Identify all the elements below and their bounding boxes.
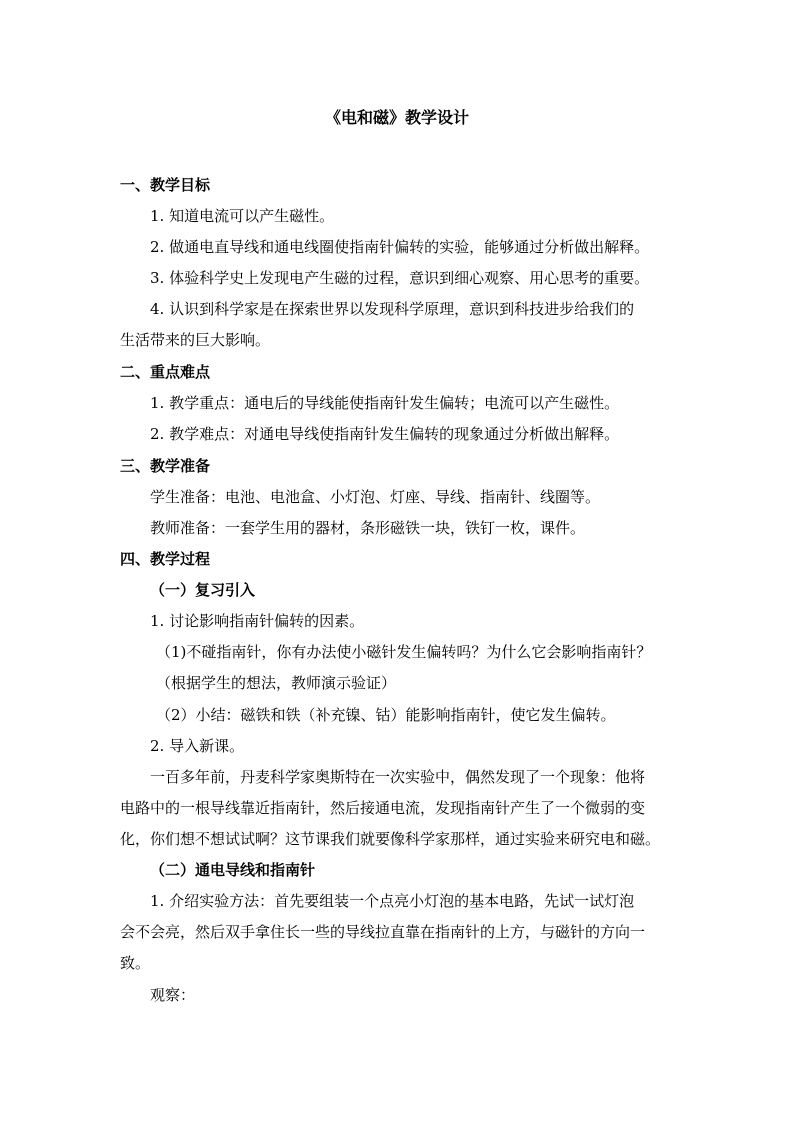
objective-item: 3. 体验科学史上发现电产生磁的过程，意识到细心观察、用心思考的重要。 xyxy=(150,269,650,287)
key-point-item: 1. 教学重点：通电后的导线能使指南针发生偏转；电流可以产生磁性。 xyxy=(150,394,620,412)
process-line: （2）小结：磁铁和铁（补充镍、钴）能影响指南针，使它发生偏转。 xyxy=(156,706,616,724)
preparation-item: 学生准备：电池、电池盒、小灯泡、灯座、导线、指南针、线圈等。 xyxy=(150,488,601,506)
process-line: 2. 导入新课。 xyxy=(150,737,245,755)
subsection-title-review: （一）复习引入 xyxy=(150,581,256,599)
process-line: 致。 xyxy=(120,954,151,972)
process-line: 电路中的一根导线靠近指南针，然后接通电流，发现指南针产生了一个微弱的变 xyxy=(120,799,646,817)
process-line: （根据学生的想法，教师演示验证） xyxy=(156,674,397,692)
process-line: 化，你们想不想试试啊？这节课我们就要像科学家那样，通过实验来研究电和磁。 xyxy=(120,830,661,848)
process-line: 会不会亮，然后双手拿住长一些的导线拉直靠在指南针的上方，与磁针的方向一 xyxy=(120,923,646,941)
process-line: 一百多年前，丹麦科学家奥斯特在一次实验中，偶然发现了一个现象：他将 xyxy=(150,768,646,786)
subsection-title-wire-compass: （二）通电导线和指南针 xyxy=(150,861,316,879)
section-heading-objectives: 一、教学目标 xyxy=(120,176,211,194)
objective-item: 2. 做通电直导线和通电线圈使指南针偏转的实验，能够通过分析做出解释。 xyxy=(150,238,650,256)
section-heading-preparation: 三、教学准备 xyxy=(120,457,211,475)
objective-item: 4. 认识到科学家是在探索世界以发现科学原理，意识到科技进步给我们的 xyxy=(150,300,635,318)
preparation-item: 教师准备：一套学生用的器材，条形磁铁一块，铁钉一枚，课件。 xyxy=(150,519,586,537)
process-line: 1. 讨论影响指南针偏转的因素。 xyxy=(150,612,365,630)
objective-item-continued: 生活带来的巨大影响。 xyxy=(120,331,271,349)
section-heading-key-points: 二、重点难点 xyxy=(120,363,211,381)
process-line: 观察： xyxy=(150,986,196,1004)
process-line: （1)不碰指南针，你有办法使小磁针发生偏转吗？为什么它会影响指南针？ xyxy=(156,643,652,661)
process-line: 1. 介绍实验方法：首先要组装一个点亮小灯泡的基本电路，先试一试灯泡 xyxy=(150,892,635,910)
section-heading-process: 四、教学过程 xyxy=(120,550,211,568)
key-point-item: 2. 教学难点：对通电导线使指南针发生偏转的现象通过分析做出解释。 xyxy=(150,425,620,443)
objective-item: 1. 知道电流可以产生磁性。 xyxy=(150,207,335,225)
page-title: 《电和磁》教学设计 xyxy=(324,108,469,127)
